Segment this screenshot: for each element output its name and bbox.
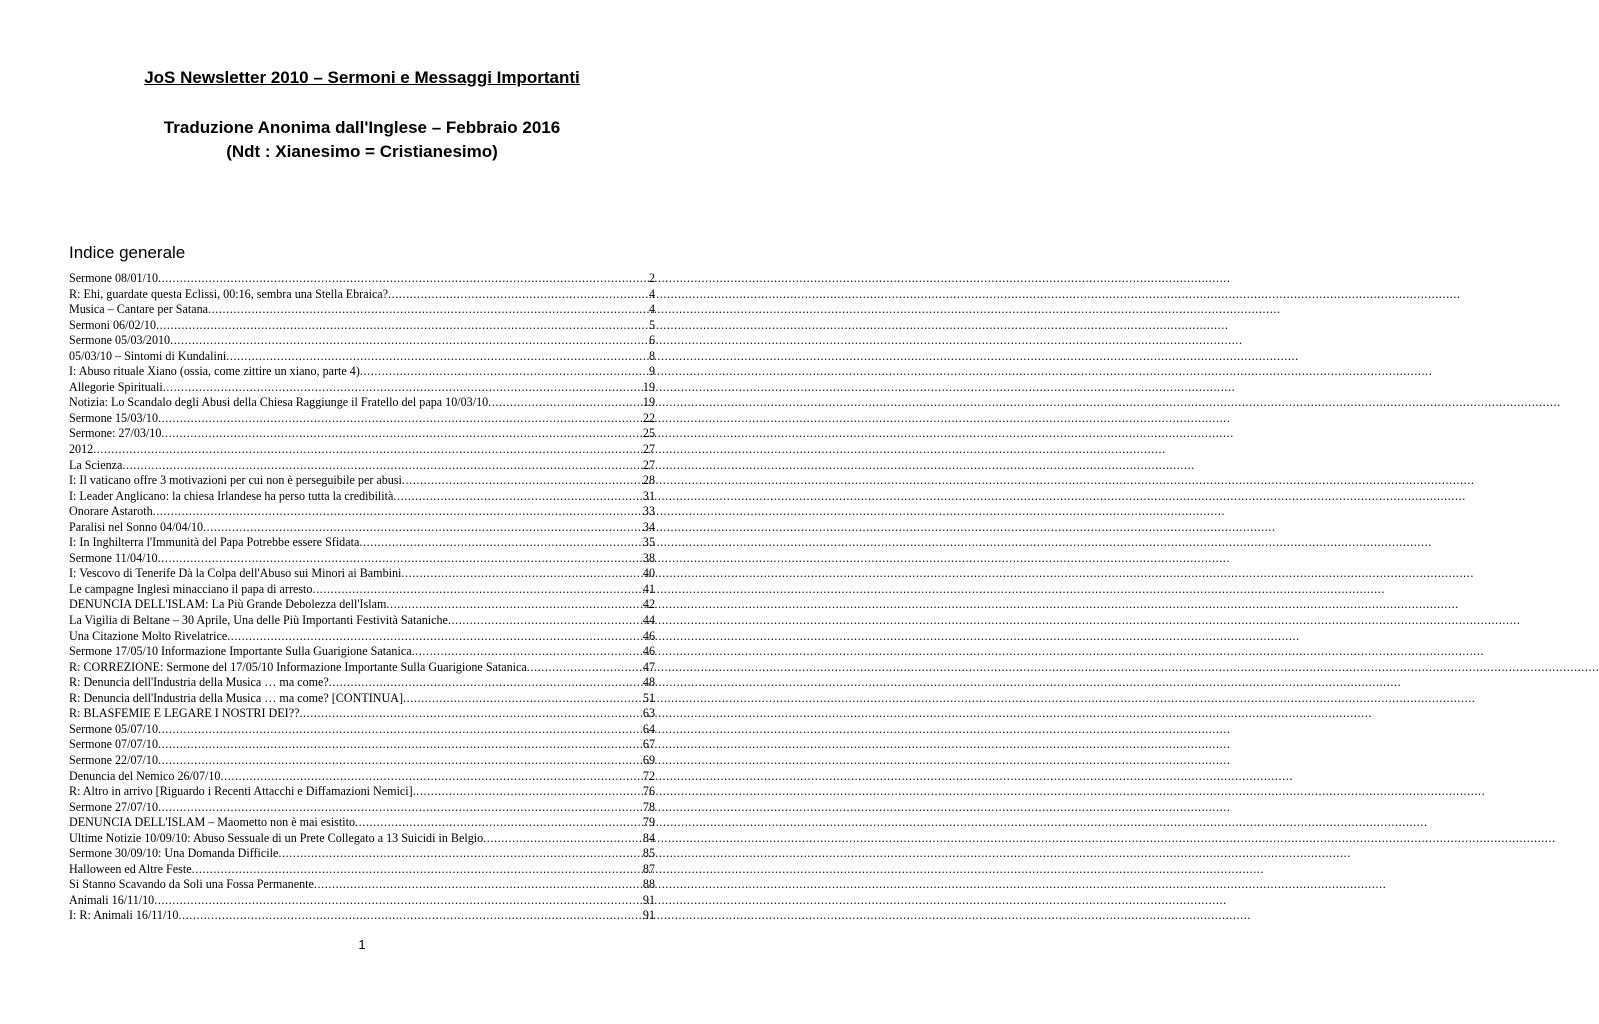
toc-entry-title: Notizia: Lo Scandalo degli Abusi della Chiesa Raggiunge il Fratello del papa 10/03/10	[69, 395, 489, 410]
toc-entry-page: 8	[648, 348, 655, 363]
toc-entry-page: 85	[642, 846, 655, 861]
toc-dot-leader	[220, 769, 642, 785]
document-page	[0, 0, 724, 1024]
toc-dot-leader	[158, 271, 649, 287]
toc-entry-title: Halloween ed Altre Feste	[69, 861, 192, 876]
toc-entry-title: I: Vescovo di Tenerife Dà la Colpa dell'Abuso sui Minori ai Bambini	[69, 566, 402, 581]
toc-entry[interactable]	[69, 660, 655, 676]
toc-dot-leader	[154, 893, 643, 909]
toc-entry-title: DENUNCIA DELL'ISLAM – Maometto non è mai esistito	[69, 815, 356, 830]
table-of-contents	[69, 271, 655, 924]
toc-entry[interactable]	[69, 473, 655, 489]
toc-entry-title: Allegorie Spirituali	[69, 379, 163, 394]
toc-entry[interactable]	[69, 846, 655, 862]
toc-entry-page: 19	[642, 395, 655, 410]
toc-entry-title: 05/03/10 – Sintomi di Kundalini	[69, 348, 227, 363]
toc-entry[interactable]	[69, 831, 655, 847]
toc-entry-title: Sermone 07/07/10	[69, 737, 159, 752]
toc-entry[interactable]	[69, 737, 655, 753]
toc-entry[interactable]	[69, 458, 655, 474]
toc-entry[interactable]	[69, 333, 655, 349]
page-number: 1	[358, 937, 366, 952]
toc-entry-title: Sermone 22/07/10	[69, 752, 159, 767]
toc-entry-title: Sermone 27/07/10	[69, 799, 159, 814]
toc-entry-title: La Vigilia di Beltane – 30 Aprile, Una delle Più Importanti Festività Sataniche	[69, 613, 448, 628]
toc-entry-page: 9	[648, 364, 655, 379]
toc-dot-leader	[314, 877, 643, 893]
toc-entry-title: Denuncia del Nemico 26/07/10	[69, 768, 221, 783]
toc-entry-page: 28	[642, 473, 655, 488]
toc-entry-page: 34	[642, 519, 655, 534]
toc-entry[interactable]	[69, 380, 655, 396]
toc-entry-page: 42	[642, 597, 655, 612]
toc-entry-page: 4	[648, 286, 655, 301]
toc-entry[interactable]	[69, 769, 655, 785]
toc-entry-title: Musica – Cantare per Satana	[69, 302, 209, 317]
toc-dot-leader	[403, 691, 643, 707]
toc-entry-page: 78	[642, 799, 655, 814]
toc-entry-title: Le campagne Inglesi minacciano il papa di arresto	[69, 581, 313, 596]
toc-entry-title: I: R: Animali 16/11/10	[69, 908, 179, 923]
toc-entry-page: 44	[642, 613, 655, 628]
toc-dot-leader	[170, 333, 649, 349]
toc-entry[interactable]	[69, 364, 655, 380]
toc-entry-title: Una Citazione Molto Rivelatrice	[69, 628, 228, 643]
toc-dot-leader	[412, 644, 643, 660]
toc-entry-title: Sermone 05/03/2010	[69, 333, 171, 348]
toc-entry-title: 2012	[69, 442, 94, 457]
toc-entry-page: 5	[648, 317, 655, 332]
toc-entry-page: 72	[642, 768, 655, 783]
toc-entry-page: 46	[642, 644, 655, 659]
toc-entry-title: R: BLASFEMIE E LEGARE I NOSTRI DEI??	[69, 706, 300, 721]
toc-dot-leader	[158, 800, 643, 816]
toc-dot-leader	[178, 908, 643, 924]
toc-entry-title: Sermone 08/01/10	[69, 271, 159, 285]
toc-dot-leader	[278, 846, 643, 862]
toc-entry-title: Paralisi nel Sonno 04/04/10	[69, 519, 204, 534]
toc-entry-page: 41	[642, 581, 655, 596]
toc-entry[interactable]	[69, 302, 655, 318]
toc-entry[interactable]	[69, 520, 655, 536]
toc-entry[interactable]	[69, 644, 655, 660]
toc-dot-leader	[401, 566, 643, 582]
toc-entry-page: 48	[642, 675, 655, 690]
toc-entry-page: 33	[642, 504, 655, 519]
toc-dot-leader	[227, 629, 643, 645]
toc-entry-page: 27	[642, 457, 655, 472]
toc-dot-leader	[393, 489, 643, 505]
toc-entry[interactable]	[69, 597, 655, 613]
toc-entry[interactable]	[69, 815, 655, 831]
toc-dot-leader	[388, 287, 649, 303]
toc-entry-page: 35	[642, 535, 655, 550]
toc-dot-leader	[158, 551, 643, 567]
toc-entry-title: DENUNCIA DELL'ISLAM: La Più Grande Debolezza dell'Islam	[69, 597, 387, 612]
toc-entry[interactable]	[69, 706, 655, 722]
toc-entry-title: Ultime Notizie 10/09/10: Abuso Sessuale di un Prete Collegato a 13 Suicidi in Belgio	[69, 830, 484, 845]
toc-entry-title: Sermoni 06/02/10	[69, 317, 157, 332]
toc-dot-leader	[299, 706, 642, 722]
toc-entry-title: I: Leader Anglicano: la chiesa Irlandese ha perso tutta la credibilità	[69, 488, 394, 503]
toc-dot-leader	[158, 411, 643, 427]
toc-entry[interactable]	[69, 877, 655, 893]
toc-entry-page: 64	[642, 721, 655, 736]
toc-entry-page: 79	[642, 815, 655, 830]
toc-entry-page: 69	[642, 752, 655, 767]
toc-entry-page: 46	[642, 628, 655, 643]
toc-entry-title: R: Denuncia dell'Industria della Musica … ma come? [CONTINUA]	[69, 690, 403, 705]
toc-entry-title: Sermone 30/09/10: Una Domanda Difficile	[69, 846, 279, 861]
toc-dot-leader	[153, 504, 643, 520]
toc-entry[interactable]	[69, 582, 655, 598]
toc-entry-page: 67	[642, 737, 655, 752]
toc-dot-leader	[122, 458, 643, 474]
toc-entry[interactable]	[69, 908, 655, 924]
toc-entry-page: 6	[648, 333, 655, 348]
toc-entry[interactable]	[69, 784, 655, 800]
toc-entry-page: 63	[642, 706, 655, 721]
toc-entry[interactable]	[69, 504, 655, 520]
toc-entry-title: La Scienza	[69, 457, 123, 472]
toc-entry-title: Sermone 05/07/10	[69, 721, 159, 736]
toc-entry-title: Onorare Astaroth	[69, 504, 153, 519]
toc-entry-title: R: CORREZIONE: Sermone del 17/05/10 Informazione Importante Sulla Guarigione Satanica	[69, 659, 527, 674]
toc-dot-leader	[226, 349, 649, 365]
toc-entry[interactable]	[69, 411, 655, 427]
toc-dot-leader	[156, 318, 649, 334]
document-title: JoS Newsletter 2010 – Sermoni e Messaggi Importanti	[144, 68, 580, 87]
toc-entry[interactable]	[69, 535, 655, 551]
toc-dot-leader	[488, 395, 643, 411]
toc-entry[interactable]	[69, 287, 655, 303]
index-heading: Indice generale	[69, 243, 186, 262]
toc-entry-page: 88	[642, 877, 655, 892]
toc-dot-leader	[158, 737, 643, 753]
toc-entry-title: Sermone 11/04/10	[69, 550, 158, 565]
toc-entry-page: 25	[642, 426, 655, 441]
toc-entry-page: 27	[642, 442, 655, 457]
toc-entry-page: 51	[642, 690, 655, 705]
toc-entry-page: 91	[642, 892, 655, 907]
toc-entry[interactable]	[69, 753, 655, 769]
toc-entry-title: R: Denuncia dell'Industria della Musica … ma come?	[69, 675, 329, 690]
toc-entry-page: 4	[648, 302, 655, 317]
toc-entry[interactable]	[69, 862, 655, 878]
toc-entry-page: 91	[642, 908, 655, 923]
toc-entry[interactable]	[69, 395, 655, 411]
toc-dot-leader	[158, 753, 643, 769]
toc-entry-page: 31	[642, 488, 655, 503]
toc-entry[interactable]	[69, 722, 655, 738]
toc-entry-title: I: Il vaticano offre 3 motivazioni per cui non è perseguibile per abusi	[69, 473, 402, 488]
toc-dot-leader	[448, 613, 643, 629]
toc-entry[interactable]	[69, 613, 655, 629]
toc-entry[interactable]	[69, 349, 655, 365]
toc-dot-leader	[192, 862, 643, 878]
toc-dot-leader	[312, 582, 642, 598]
toc-entry[interactable]	[69, 426, 655, 442]
toc-entry-title: Si Stanno Scavando da Soli una Fossa Permanente	[69, 877, 314, 892]
toc-entry[interactable]	[69, 629, 655, 645]
translator-note: (Ndt : Xianesimo = Cristianesimo)	[226, 142, 498, 161]
toc-entry-page: 84	[642, 830, 655, 845]
toc-dot-leader	[402, 473, 643, 489]
toc-entry-page: 87	[642, 861, 655, 876]
toc-dot-leader	[413, 784, 643, 800]
toc-entry[interactable]	[69, 551, 655, 567]
toc-entry-page: 22	[642, 410, 655, 425]
toc-entry-title: Sermone: 27/03/10	[69, 426, 162, 441]
toc-entry-title: R: Altro in arrivo [Riguardo i Recenti Attacchi e Diffamazioni Nemici]	[69, 784, 413, 799]
toc-entry-title: Sermone 17/05/10 Informazione Importante Sulla Guarigione Satanica	[69, 644, 412, 659]
toc-dot-leader	[386, 597, 643, 613]
toc-entry[interactable]	[69, 675, 655, 691]
toc-entry[interactable]	[69, 691, 655, 707]
toc-dot-leader	[203, 520, 643, 536]
document-subtitle: Traduzione Anonima dall'Inglese – Febbraio 2016	[163, 118, 561, 137]
toc-entry-title: I: Abuso rituale Xiano (ossia, come zittire un xiano, parte 4)	[69, 364, 360, 379]
toc-entry-page: 40	[642, 566, 655, 581]
toc-entry[interactable]	[69, 442, 655, 458]
toc-entry-page: 38	[642, 550, 655, 565]
toc-entry[interactable]	[69, 893, 655, 909]
toc-entry-page: 76	[642, 784, 655, 799]
toc-dot-leader	[208, 302, 649, 318]
toc-entry-page: 2	[648, 271, 655, 285]
toc-entry[interactable]	[69, 318, 655, 334]
toc-dot-leader	[360, 364, 649, 380]
toc-entry-page: 19	[642, 379, 655, 394]
toc-dot-leader	[527, 660, 643, 676]
toc-entry-title: Sermone 15/03/10	[69, 410, 159, 425]
toc-entry[interactable]	[69, 271, 655, 287]
toc-entry-page: 47	[642, 659, 655, 674]
toc-dot-leader	[355, 815, 643, 831]
toc-dot-leader	[359, 535, 643, 551]
toc-entry[interactable]	[69, 489, 655, 505]
toc-entry-title: R: Ehi, guardate questa Eclissi, 00:16, sembra una Stella Ebraica?	[69, 286, 389, 301]
toc-entry-title: Animali 16/11/10	[69, 892, 155, 907]
toc-entry-title: I: In Inghilterra l'Immunità del Papa Potrebbe essere Sfidata	[69, 535, 360, 550]
toc-dot-leader	[329, 675, 643, 691]
toc-entry[interactable]	[69, 800, 655, 816]
toc-dot-leader	[163, 380, 643, 396]
toc-dot-leader	[93, 442, 643, 458]
toc-dot-leader	[161, 426, 643, 442]
toc-dot-leader	[483, 831, 643, 847]
toc-dot-leader	[158, 722, 643, 738]
toc-entry[interactable]	[69, 566, 655, 582]
